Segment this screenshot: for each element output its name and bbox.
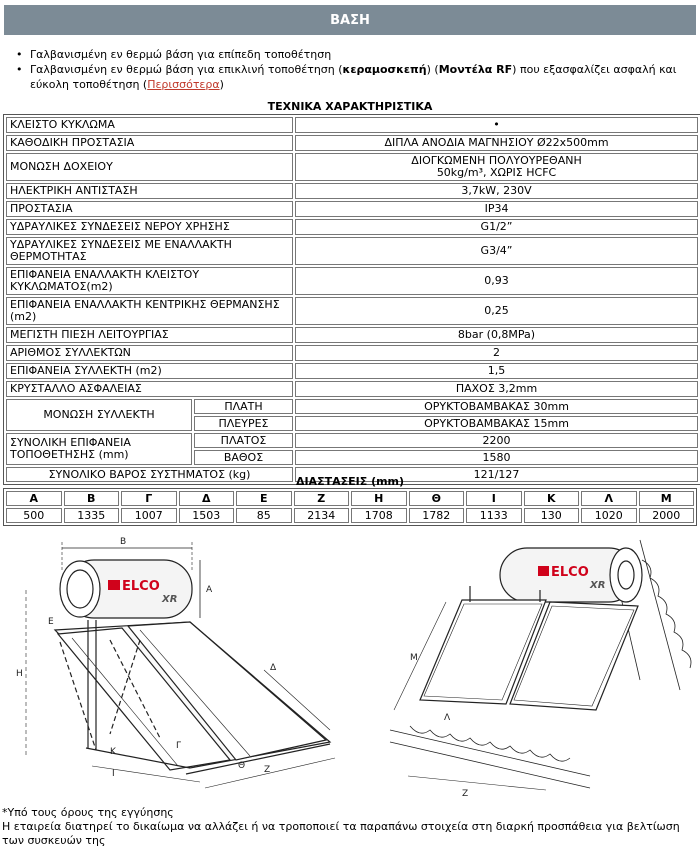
features-list [14,47,690,92]
table-row: Α Β Γ Δ Ε Ζ Η Θ Ι Κ Λ Μ [6,491,694,506]
label-g: Γ [176,741,182,751]
table-row: ΜΕΓΙΣΤΗ ΠΙΕΣΗ ΛΕΙΤΟΥΡΓΙΑΣ 8bar (0,8MPa) [6,327,698,343]
specs-title: ΤΕΧΝΙΚΑ ΧΑΡΑΚΤΗΡΙΣΤΙΚΑ [267,100,433,113]
flat-mount-drawing [0,530,350,800]
footnote [2,806,698,848]
table-row: ΥΔΡΑΥΛΙΚΕΣ ΣΥΝΔΕΣΕΙΣ ΝΕΡΟΥ ΧΡΗΣΗΣ G1/2” [6,219,698,235]
label-e: Ε [48,617,54,627]
table-row: ΜΟΝΩΣΗ ΣΥΛΛΕΚΤΗ ΠΛΑΤΗ ΟΡΥΚΤΟΒΑΜΒΑΚΑΣ 30mm [6,399,698,414]
list-item: • Γαλβανισμένη εν θερμώ βάση για επικλινή τοποθέτηση (κεραμοσκεπή) (Μοντέλα RF) που εξασφαλίζει ασφαλή και εύκολη τοποθέτηση (Περισσότερα) [14,62,690,92]
label-l: Λ [444,713,451,723]
table-row: ΥΔΡΑΥΛΙΚΕΣ ΣΥΝΔΕΣΕΙΣ ΜΕ ΕΝΑΛΛΑΚΤΗ ΘΕΡΜΟΤΗΤΑΣ G3/4” [6,237,698,265]
table-row: 500 1335 1007 1503 85 2134 1708 1782 1133 130 1020 2000 [6,508,694,523]
label-m: Μ [410,653,418,663]
table-row: ΑΡΙΘΜΟΣ ΣΥΛΛΕΚΤΩΝ 2 [6,345,698,361]
label-z: Ζ [264,765,271,775]
svg-text:XR: XR [162,594,178,605]
label-i: Ι [112,769,115,779]
label-k: Κ [110,747,116,757]
label-h: Η [16,669,23,679]
table-row: ΗΛΕΚΤΡΙΚΗ ΑΝΤΙΣΤΑΣΗ 3,7kW, 230V [6,183,698,199]
dimensions-table [3,488,697,526]
table-row: ΣΥΝΟΛΙΚΗ ΕΠΙΦΑΝΕΙΑ ΤΟΠΟΘΕΤΗΣΗΣ (mm) ΠΛΑΤΟΣ 2200 [6,433,698,448]
table-row: ΚΡΥΣΤΑΛΛΟ ΑΣΦΑΛΕΙΑΣ ΠΑΧΟΣ 3,2mm [6,381,698,397]
table-row: ΜΟΝΩΣΗ ΔΟΧΕΙΟΥ ΔΙΟΓΚΩΜΕΝΗ ΠΟΛΥΟΥΡΕΘΑΝΗ 50kg/m³, ΧΩΡΙΣ HCFC [6,153,698,181]
table-row: ΕΠΙΦΑΝΕΙΑ ΣΥΛΛΕΚΤΗ (m2) 1,5 [6,363,698,379]
more-link[interactable]: Περισσότερα [147,78,220,91]
label-z2: Ζ [462,789,469,799]
table-row: ΚΛΕΙΣΤΟ ΚΥΚΛΩΜΑ • [6,117,698,133]
warranty-note: *Υπό τους όρους της εγγύησης [2,806,174,819]
table-row: ΒΑΘΟΣ 1580 [6,450,698,465]
list-item: • Γαλβανισμένη εν θερμώ βάση για επίπεδη τοποθέτηση [14,47,690,62]
table-row: ΕΠΙΦΑΝΕΙΑ ΕΝΑΛΛΑΚΤΗ ΚΕΝΤΡΙΚΗΣ ΘΕΡΜΑΝΣΗΣ (m2) 0,25 [6,297,698,325]
disclaimer: Η εταιρεία διατηρεί το δικαίωμα να αλλάζει ή να τροποποιεί τα παραπάνω στοιχεία στη διαρκή προσπάθεια για βελτίωση των συσκευών της [2,820,680,847]
section-header [4,5,696,35]
dimensions-title: ΔΙΑΣΤΑΣΕΙΣ (mm) [295,475,405,488]
table-row: ΕΠΙΦΑΝΕΙΑ ΕΝΑΛΛΑΚΤΗ ΚΛΕΙΣΤΟΥ ΚΥΚΛΩΜΑΤΟΣ(m2) 0,93 [6,267,698,295]
roof-mount-drawing [350,530,700,800]
svg-text:ELCO: ELCO [551,565,589,580]
label-d: Δ [270,663,277,673]
table-row: ΠΛΕΥΡΕΣ ΟΡΥΚΤΟΒΑΜΒΑΚΑΣ 15mm [6,416,698,431]
label-b: Β [120,537,127,547]
specs-table [3,114,700,485]
label-a: Α [206,585,213,595]
table-row: ΚΑΘΟΔΙΚΗ ΠΡΟΣΤΑΣΙΑ ΔΙΠΛΑ ΑΝΟΔΙΑ ΜΑΓΝΗΣΙΟΥ Ø22x500mm [6,135,698,151]
svg-text:XR: XR [590,580,606,591]
table-row: ΠΡΟΣΤΑΣΙΑ IP34 [6,201,698,217]
svg-text:ELCO: ELCO [122,579,160,594]
section-title: ΒΑΣΗ [330,12,370,28]
label-th: Θ [238,761,246,771]
table-row: ΣΥΝΟΛΙΚΟ ΒΑΡΟΣ ΣΥΣΤΗΜΑΤΟΣ (kg) 121/127 [6,467,698,482]
